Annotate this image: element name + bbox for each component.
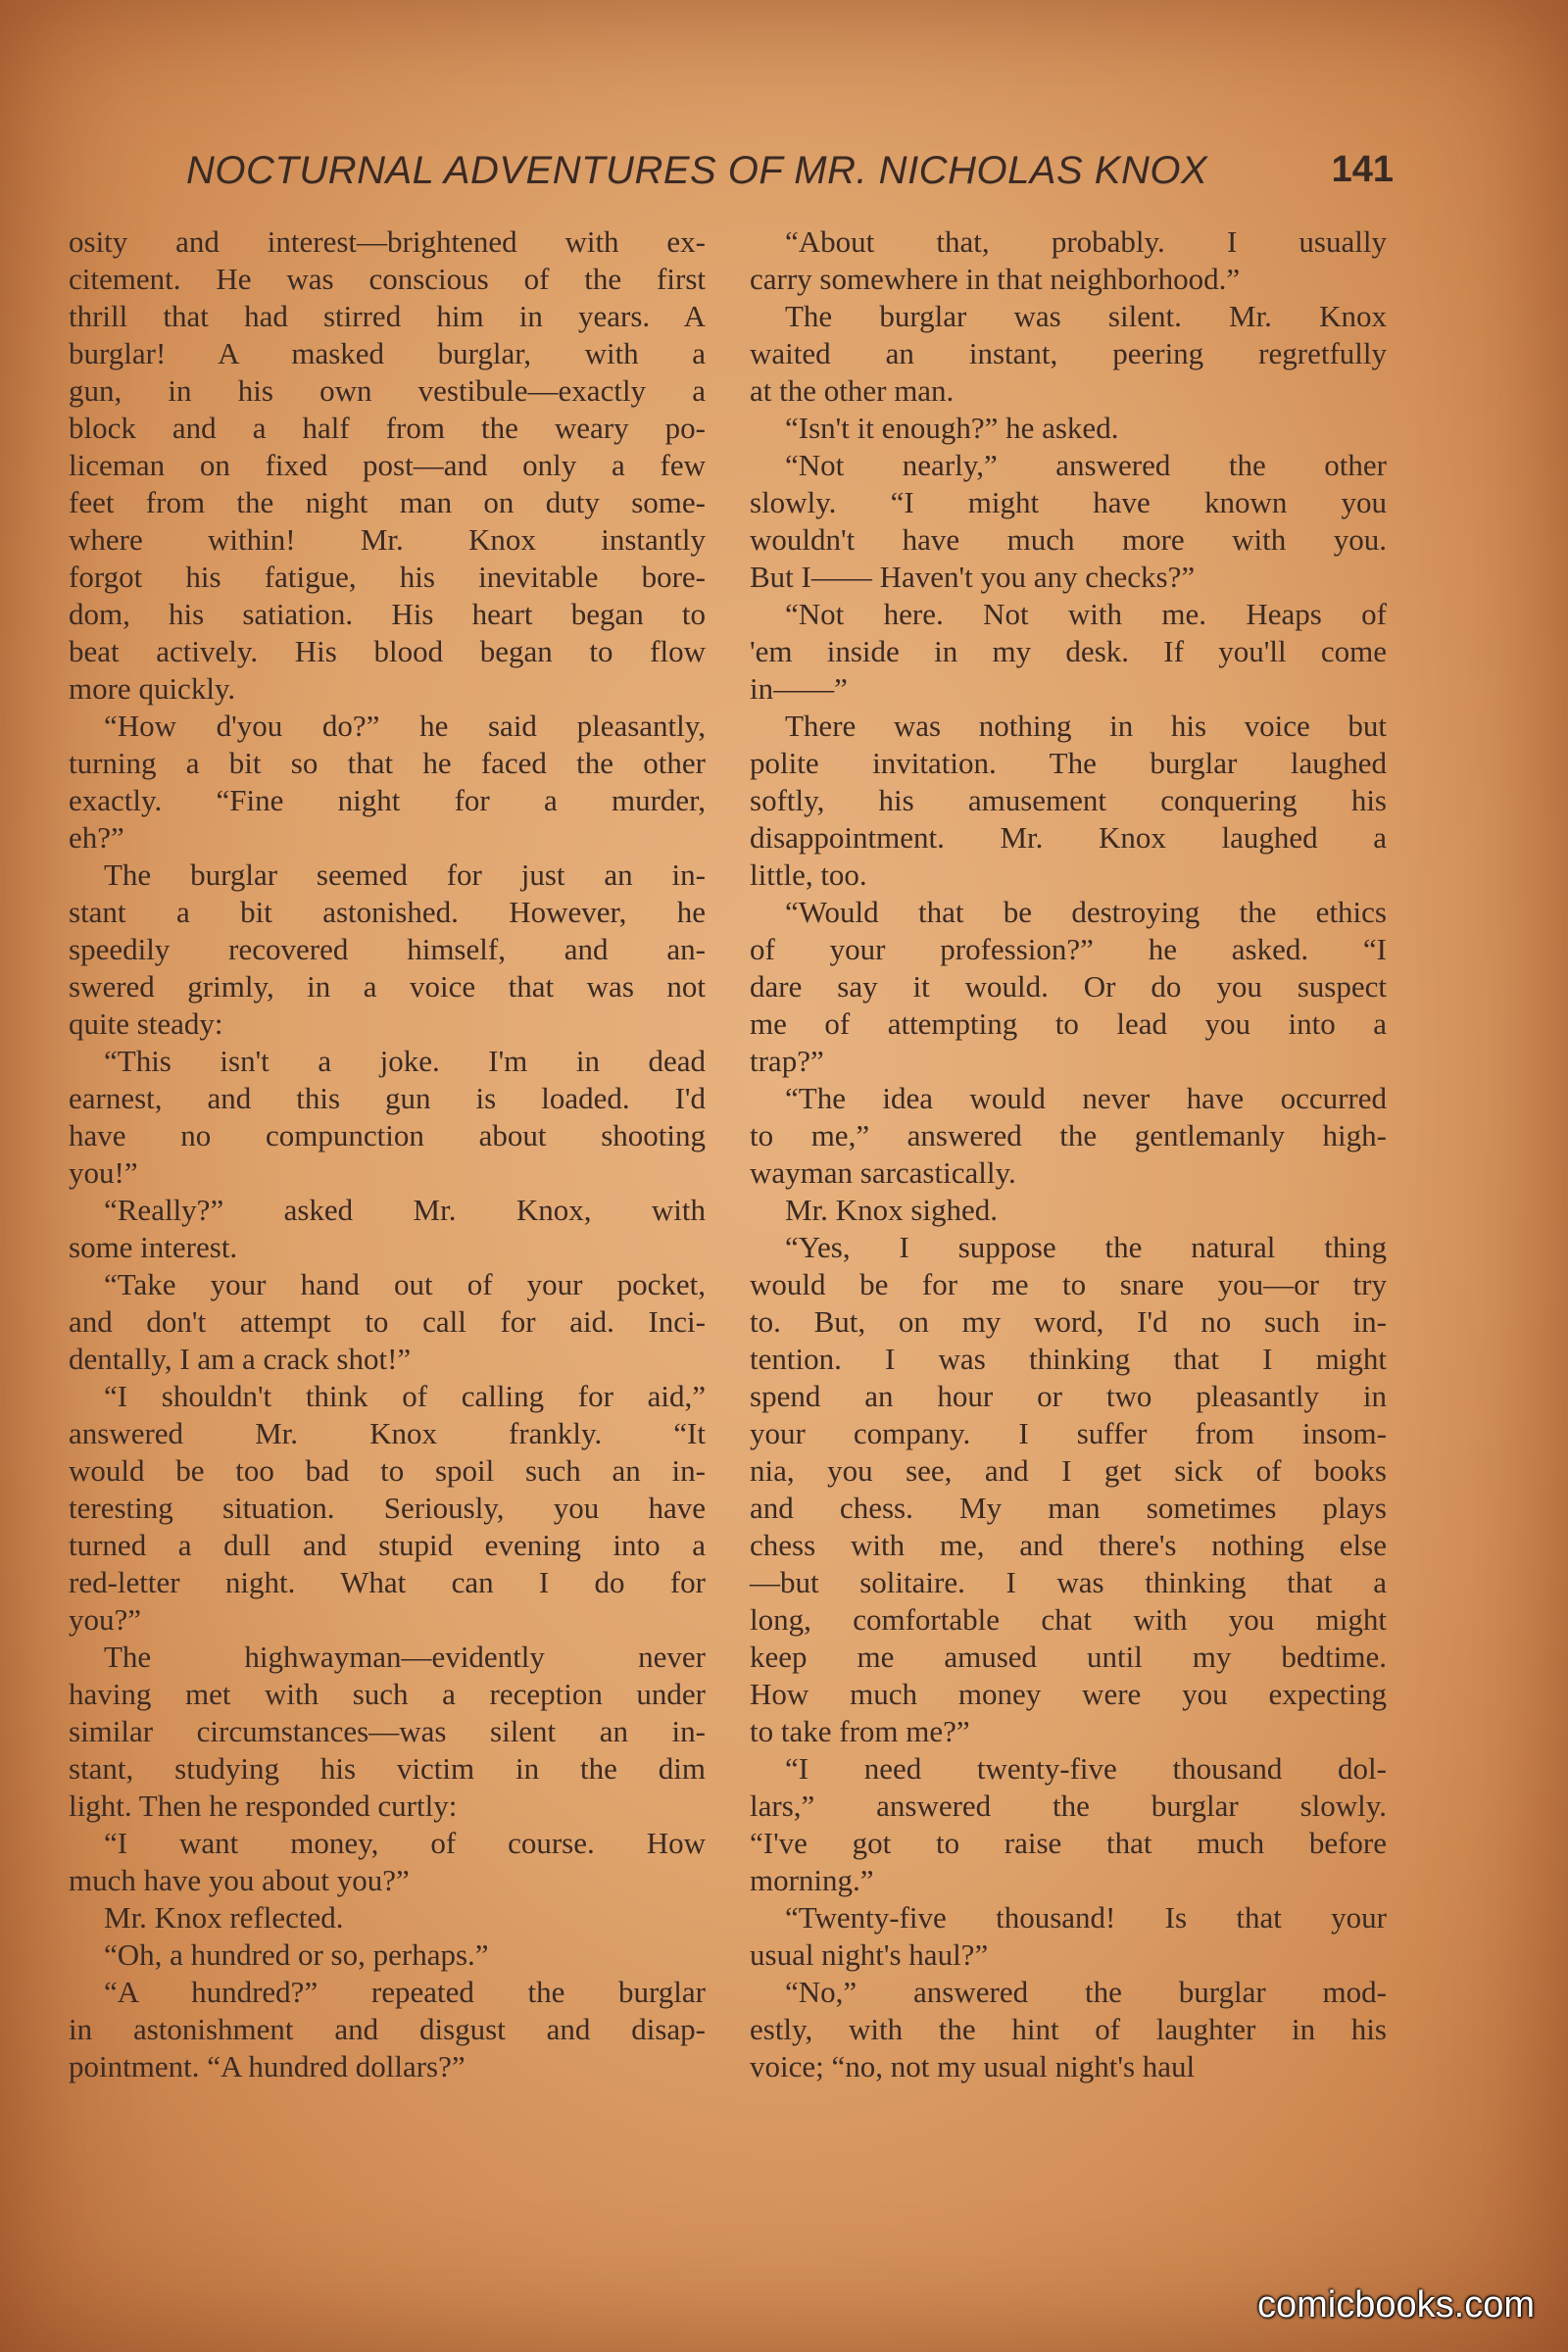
text-line: keep me amused until my bedtime. bbox=[750, 1640, 1387, 1674]
text-line: polite invitation. The burglar laughed bbox=[750, 746, 1387, 780]
text-line: you?” bbox=[69, 1602, 142, 1637]
text-line: “Not nearly,” answered the other bbox=[785, 448, 1387, 482]
text-line: stant a bit astonished. However, he bbox=[69, 895, 706, 929]
text-line: you!” bbox=[69, 1155, 138, 1190]
text-line: and don't attempt to call for aid. Inci- bbox=[69, 1304, 706, 1339]
text-line: chess with me, and there's nothing else bbox=[750, 1528, 1387, 1562]
text-line: “I want money, of course. How bbox=[104, 1826, 706, 1860]
page-number: 141 bbox=[1331, 149, 1394, 190]
text-line: red-letter night. What can I do for bbox=[69, 1565, 706, 1599]
text-line: The highwayman—evidently never bbox=[104, 1640, 706, 1674]
text-line: dare say it would. Or do you suspect bbox=[750, 969, 1387, 1004]
text-line: swered grimly, in a voice that was not bbox=[69, 969, 706, 1004]
text-line: “Yes, I suppose the natural thing bbox=[785, 1230, 1387, 1264]
text-line: liceman on fixed post—and only a few bbox=[69, 448, 706, 482]
text-line: “Take your hand out of your pocket, bbox=[104, 1267, 706, 1301]
text-line: to take from me?” bbox=[750, 1714, 970, 1748]
text-line: gun, in his own vestibule—exactly a bbox=[69, 373, 706, 408]
text-line: Mr. Knox sighed. bbox=[785, 1193, 998, 1227]
text-line: pointment. “A hundred dollars?” bbox=[69, 2049, 466, 2083]
text-line: “Isn't it enough?” he asked. bbox=[785, 411, 1119, 445]
text-line: nia, you see, and I get sick of books bbox=[750, 1453, 1387, 1488]
text-line: dom, his satiation. His heart began to bbox=[69, 597, 706, 631]
text-line: much have you about you?” bbox=[69, 1863, 410, 1897]
text-line: eh?” bbox=[69, 820, 124, 855]
text-line: waited an instant, peering regretfully bbox=[750, 336, 1387, 370]
text-line: voice; “no, not my usual night's haul bbox=[750, 2049, 1196, 2083]
text-line: to. But, on my word, I'd no such in- bbox=[750, 1304, 1387, 1339]
text-line: disappointment. Mr. Knox laughed a bbox=[750, 820, 1387, 855]
text-line: spend an hour or two pleasantly in bbox=[750, 1379, 1387, 1413]
text-line: wayman sarcastically. bbox=[750, 1155, 1016, 1190]
text-line: block and a half from the weary po- bbox=[69, 411, 706, 445]
text-line: “This isn't a joke. I'm in dead bbox=[104, 1044, 706, 1078]
text-line: “I've got to raise that much before bbox=[750, 1826, 1387, 1860]
text-line: beat actively. His blood began to flow bbox=[69, 634, 706, 668]
text-line: “Not here. Not with me. Heaps of bbox=[785, 597, 1387, 631]
text-column-left bbox=[69, 223, 706, 2085]
text-line: long, comfortable chat with you might bbox=[750, 1602, 1387, 1637]
text-line: stant, studying his victim in the dim bbox=[69, 1751, 706, 1786]
text-line: feet from the night man on duty some- bbox=[69, 485, 706, 519]
text-line: But I—— Haven't you any checks?” bbox=[750, 560, 1196, 594]
text-line: “About that, probably. I usually bbox=[785, 224, 1387, 259]
text-line: and chess. My man sometimes plays bbox=[750, 1491, 1387, 1525]
text-line: burglar! A masked burglar, with a bbox=[69, 336, 706, 370]
text-line: forgot his fatigue, his inevitable bore- bbox=[69, 560, 706, 594]
text-line: There was nothing in his voice but bbox=[785, 709, 1387, 743]
text-line: slowly. “I might have known you bbox=[750, 485, 1387, 519]
text-line: “A hundred?” repeated the burglar bbox=[104, 1975, 706, 2009]
text-line: usual night's haul?” bbox=[750, 1937, 989, 1972]
text-line: “How d'you do?” he said pleasantly, bbox=[104, 709, 706, 743]
text-line: having met with such a reception under bbox=[69, 1677, 706, 1711]
text-line: “Would that be destroying the ethics bbox=[785, 895, 1387, 929]
text-line: would be too bad to spoil such an in- bbox=[69, 1453, 706, 1488]
text-line: wouldn't have much more with you. bbox=[750, 522, 1387, 557]
text-line: dentally, I am a crack shot!” bbox=[69, 1342, 412, 1376]
text-line: of your profession?” he asked. “I bbox=[750, 932, 1387, 966]
text-line: trap?” bbox=[750, 1044, 824, 1078]
text-line: tention. I was thinking that I might bbox=[750, 1342, 1387, 1376]
text-line: answered Mr. Knox frankly. “It bbox=[69, 1416, 706, 1450]
text-line: me of attempting to lead you into a bbox=[750, 1006, 1387, 1041]
text-line: —but solitaire. I was thinking that a bbox=[750, 1565, 1387, 1599]
text-line: earnest, and this gun is loaded. I'd bbox=[69, 1081, 706, 1115]
text-line: little, too. bbox=[750, 858, 867, 892]
text-line: light. Then he responded curtly: bbox=[69, 1788, 458, 1823]
text-line: turning a bit so that he faced the other bbox=[69, 746, 706, 780]
text-line: more quickly. bbox=[69, 671, 236, 706]
text-line: carry somewhere in that neighborhood.” bbox=[750, 262, 1241, 296]
text-line: “Really?” asked Mr. Knox, with bbox=[104, 1193, 706, 1227]
text-line: softly, his amusement conquering his bbox=[750, 783, 1387, 817]
text-line: estly, with the hint of laughter in his bbox=[750, 2012, 1387, 2046]
text-line: Mr. Knox reflected. bbox=[104, 1900, 344, 1935]
watermark: comicbooks.com bbox=[1257, 2284, 1535, 2326]
text-line: would be for me to snare you—or try bbox=[750, 1267, 1387, 1301]
text-line: your company. I suffer from insom- bbox=[750, 1416, 1387, 1450]
text-line: citement. He was conscious of the first bbox=[69, 262, 706, 296]
text-line: where within! Mr. Knox instantly bbox=[69, 522, 706, 557]
text-line: “I need twenty-five thousand dol- bbox=[785, 1751, 1387, 1786]
text-line: The burglar seemed for just an in- bbox=[104, 858, 706, 892]
text-line: speedily recovered himself, and an- bbox=[69, 932, 706, 966]
running-title: NOCTURNAL ADVENTURES OF MR. NICHOLAS KNOX bbox=[186, 149, 1208, 192]
text-line: lars,” answered the burglar slowly. bbox=[750, 1788, 1387, 1823]
text-line: 'em inside in my desk. If you'll come bbox=[750, 634, 1387, 668]
text-line: morning.” bbox=[750, 1863, 874, 1897]
text-line: in——” bbox=[750, 671, 848, 706]
text-line: similar circumstances—was silent an in- bbox=[69, 1714, 706, 1748]
text-line: have no compunction about shooting bbox=[69, 1118, 706, 1152]
text-line: “No,” answered the burglar mod- bbox=[785, 1975, 1387, 2009]
text-line: to me,” answered the gentlemanly high- bbox=[750, 1118, 1387, 1152]
text-line: some interest. bbox=[69, 1230, 238, 1264]
running-head bbox=[186, 149, 1394, 208]
text-line: The burglar was silent. Mr. Knox bbox=[785, 299, 1387, 333]
text-line: in astonishment and disgust and disap- bbox=[69, 2012, 706, 2046]
text-line: quite steady: bbox=[69, 1006, 223, 1041]
text-column-right bbox=[750, 223, 1387, 2085]
text-line: turned a dull and stupid evening into a bbox=[69, 1528, 706, 1562]
text-line: “Twenty-five thousand! Is that your bbox=[785, 1900, 1387, 1935]
text-line: at the other man. bbox=[750, 373, 955, 408]
text-line: osity and interest—brightened with ex- bbox=[69, 224, 706, 259]
text-line: How much money were you expecting bbox=[750, 1677, 1387, 1711]
text-line: “Oh, a hundred or so, perhaps.” bbox=[104, 1937, 489, 1972]
text-line: thrill that had stirred him in years. A bbox=[69, 299, 706, 333]
text-line: “I shouldn't think of calling for aid,” bbox=[104, 1379, 706, 1413]
text-line: “The idea would never have occurred bbox=[785, 1081, 1387, 1115]
text-line: teresting situation. Seriously, you have bbox=[69, 1491, 706, 1525]
text-line: exactly. “Fine night for a murder, bbox=[69, 783, 706, 817]
